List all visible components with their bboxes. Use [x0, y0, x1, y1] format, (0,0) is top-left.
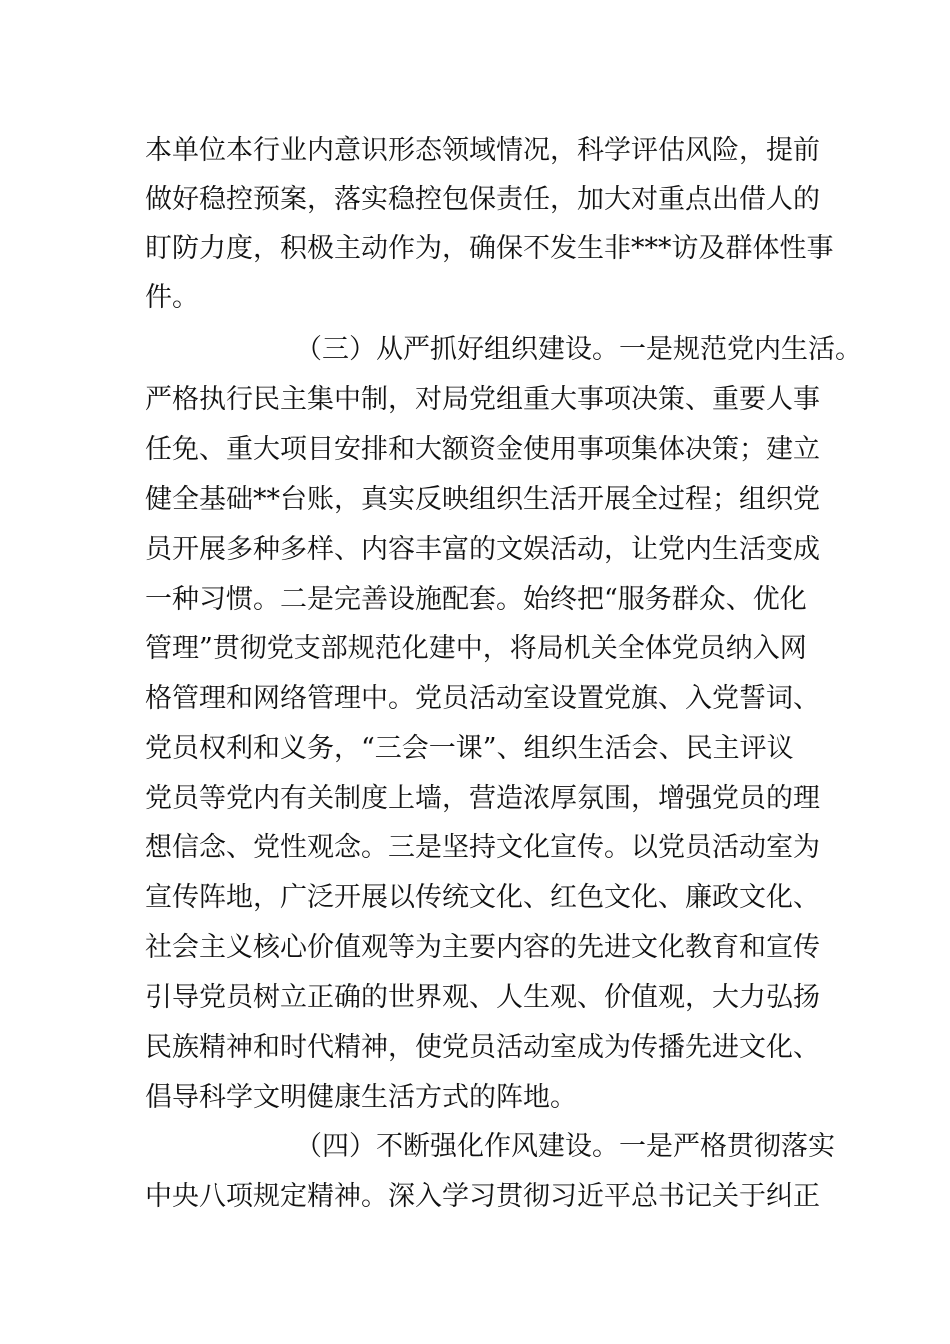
text-line-18: 引导党员树立正确的世界观、人生观、价值观，大力弘扬: [145, 982, 820, 1013]
text-line-1: 本单位本行业内意识形态领域情况，科学评估风险，提前: [145, 135, 820, 166]
text-line-20: 倡导科学文明健康生活方式的阵地。: [145, 1082, 577, 1113]
text-line-17: 社会主义核心价值观等为主要内容的先进文化教育和宣传: [145, 932, 820, 963]
text-line-3: 盯防力度，积极主动作为，确保不发生非***访及群体性事: [145, 233, 834, 264]
section-heading-4: （四）不断强化作风建设。一是严格贯彻落实: [295, 1131, 835, 1162]
text-line-4: 件。: [145, 282, 199, 313]
text-line-6: 严格执行民主集中制，对局党组重大事项决策、重要人事: [145, 384, 820, 415]
text-line-16: 宣传阵地，广泛开展以传统文化、红色文化、廉政文化、: [145, 882, 820, 913]
text-line-13: 党员权利和义务，“三会一课”、组织生活会、民主评议: [145, 733, 794, 764]
text-line-14: 党员等党内有关制度上墙，营造浓厚氛围，增强党员的理: [145, 783, 820, 814]
text-line-7: 任免、重大项目安排和大额资金使用事项集体决策；建立: [145, 434, 820, 465]
text-line-22: 中央八项规定精神。深入学习贯彻习近平总书记关于纠正: [145, 1181, 820, 1212]
text-line-2: 做好稳控预案，落实稳控包保责任，加大对重点出借人的: [145, 184, 820, 215]
text-line-15: 想信念、党性观念。三是坚持文化宣传。以党员活动室为: [145, 832, 820, 863]
text-line-11: 管理”贯彻党支部规范化建中，将局机关全体党员纳入网: [145, 633, 807, 664]
section-heading-3: （三）从严抓好组织建设。一是规范党内生活。: [295, 334, 862, 365]
text-line-19: 民族精神和时代精神，使党员活动室成为传播先进文化、: [145, 1032, 820, 1063]
text-line-10: 一种习惯。二是完善设施配套。始终把“服务群众、优化: [145, 584, 807, 615]
text-line-12: 格管理和网络管理中。党员活动室设置党旗、入党誓词、: [145, 683, 820, 714]
text-line-8: 健全基础**台账，真实反映组织生活开展全过程；组织党: [145, 484, 820, 515]
text-line-9: 员开展多种多样、内容丰富的文娱活动，让党内生活变成: [145, 534, 820, 565]
